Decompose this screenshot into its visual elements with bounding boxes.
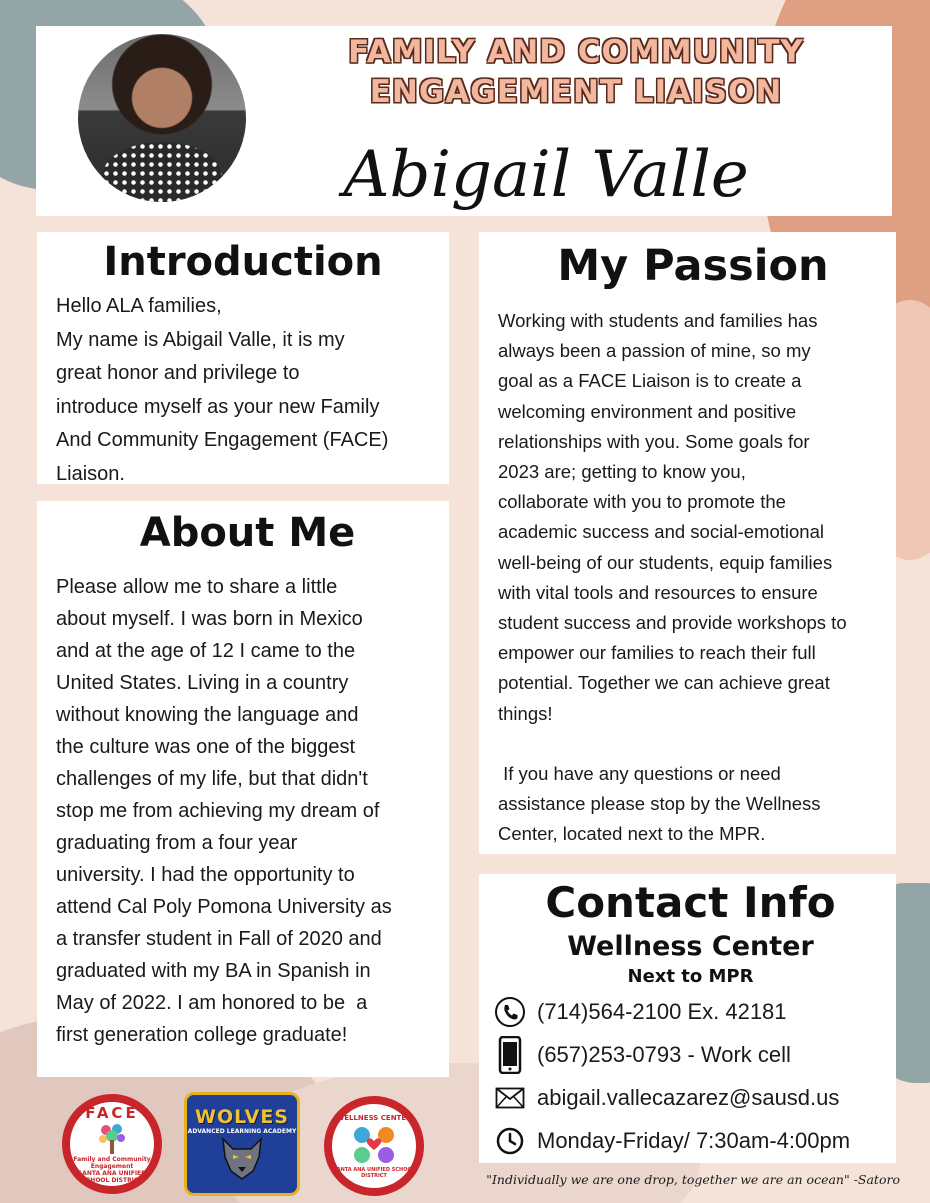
face-logo-subtitle: Family and Community Engagement	[73, 1156, 151, 1170]
text-line: well-being of our students, equip families	[498, 551, 833, 573]
about-me-card	[37, 501, 449, 1077]
passion-paragraph-2	[498, 759, 888, 850]
text-line: student success and provide workshops to	[498, 612, 847, 634]
wolf-icon	[217, 1135, 267, 1183]
text-line: university. I had the opportunity to	[56, 864, 355, 886]
text-line: with vital tools and resources to ensure	[498, 581, 818, 603]
text-line: Liaison.	[56, 462, 125, 485]
text-line: Center, located next to the MPR.	[498, 823, 766, 845]
header-card	[36, 26, 892, 216]
text-line: relationships with you. Some goals for	[498, 430, 810, 452]
face-logo	[62, 1094, 162, 1194]
wolves-logo	[184, 1092, 300, 1196]
text-line: great honor and privilege to	[56, 362, 300, 384]
text-line: empower our families to reach their full	[498, 642, 816, 664]
text-line: welcoming environment and positive	[498, 400, 797, 422]
text-line: Working with students and families has	[498, 310, 818, 331]
text-line: introduce myself as your new Family	[56, 395, 380, 418]
contact-email[interactable]: abigail.vallecazarez@sausd.us	[537, 1084, 840, 1110]
wolves-logo-subtitle: ADVANCED LEARNING ACADEMY	[187, 1127, 297, 1135]
contact-cell-row	[493, 1033, 888, 1076]
text-line: If you have any questions or need	[498, 762, 781, 784]
clock-icon	[493, 1124, 527, 1158]
contact-location: Wellness Center	[567, 931, 814, 962]
phone-icon	[493, 995, 527, 1029]
face-logo-district: SANTA ANA UNIFIED SCHOOL DISTRICT	[77, 1170, 147, 1184]
tree-icon	[97, 1122, 127, 1156]
contact-hours-row	[493, 1119, 888, 1162]
mobile-phone-icon	[493, 1038, 527, 1072]
wellness-center-logo	[324, 1096, 424, 1196]
contact-phone-row	[493, 990, 888, 1033]
text-line: academic success and social-emotional	[498, 521, 824, 543]
text-line: collaborate with you to promote the	[498, 491, 786, 513]
my-passion-card	[479, 232, 896, 854]
hands-icon	[349, 1123, 399, 1167]
text-line: United States. Living in a country	[56, 672, 349, 694]
text-line: first generation college graduate!	[56, 1024, 348, 1046]
text-line: a transfer student in Fall of 2020 and	[56, 928, 382, 950]
about-me-text	[56, 571, 439, 1051]
contact-location-note: Next to MPR	[627, 966, 754, 987]
text-line: things!	[498, 702, 553, 724]
text-line: graduated with my BA in Spanish in	[56, 960, 371, 982]
wolves-logo-title: WOLVES	[195, 1105, 289, 1128]
passion-paragraph-1	[498, 306, 888, 729]
contact-hours: Monday-Friday/ 7:30am-4:00pm	[537, 1127, 851, 1153]
text-line: goal as a FACE Liaison is to create a	[498, 370, 802, 392]
person-name: Abigail Valle	[343, 138, 749, 212]
text-line: stop me from achieving my dream of	[56, 800, 380, 822]
text-line: without knowing the language and	[56, 704, 359, 726]
profile-photo-shirt	[102, 142, 222, 202]
text-line: May of 2022. I am honored to be a	[56, 992, 368, 1014]
wellness-logo-subtitle: SANTA ANA UNIFIED SCHOOL DISTRICT	[333, 1166, 415, 1179]
contact-info-card	[479, 874, 896, 1163]
introduction-heading: Introduction	[103, 239, 383, 285]
text-line: the culture was one of the biggest	[56, 736, 356, 758]
text-line: potential. Together we can achieve great	[498, 672, 830, 694]
job-title-line2: ENGAGEMENT LIAISON	[369, 74, 783, 110]
text-line: about myself. I was born in Mexico	[56, 608, 363, 630]
contact-email-row	[493, 1076, 888, 1119]
contact-phone[interactable]: (714)564-2100 Ex. 42181	[537, 998, 787, 1024]
contact-cell[interactable]: (657)253-0793 - Work cell	[537, 1041, 791, 1067]
text-line: My name is Abigail Valle, it is my	[56, 328, 345, 351]
text-line: and at the age of 12 I came to the	[56, 640, 356, 662]
envelope-icon	[493, 1081, 527, 1115]
text-line: 2023 are; getting to know you,	[498, 461, 746, 483]
text-line: attend Cal Poly Pomona University as	[56, 896, 392, 918]
wellness-logo-title: WELLNESS CENTER	[336, 1113, 412, 1122]
my-passion-text	[498, 306, 888, 849]
contact-info-heading: Contact Info	[545, 878, 836, 927]
text-line: challenges of my life, but that didn't	[56, 768, 368, 790]
introduction-text	[56, 290, 449, 491]
quote: "Individually we are one drop, together we are an ocean" -Satoro	[486, 1172, 900, 1187]
text-line: Hello ALA families,	[56, 295, 222, 317]
job-title	[266, 32, 886, 112]
text-line: Please allow me to share a little	[56, 576, 338, 598]
about-me-heading: About Me	[139, 510, 356, 556]
text-line: always been a passion of mine, so my	[498, 340, 811, 362]
text-line: assistance please stop by the Wellness	[498, 793, 821, 815]
introduction-card	[37, 232, 449, 484]
my-passion-heading: My Passion	[557, 241, 829, 291]
text-line: And Community Engagement (FACE)	[56, 429, 389, 451]
face-logo-title: FACE	[85, 1104, 139, 1122]
text-line: graduating from a four year	[56, 832, 298, 854]
job-title-line1: FAMILY AND COMMUNITY	[348, 34, 804, 70]
profile-photo	[78, 34, 246, 202]
